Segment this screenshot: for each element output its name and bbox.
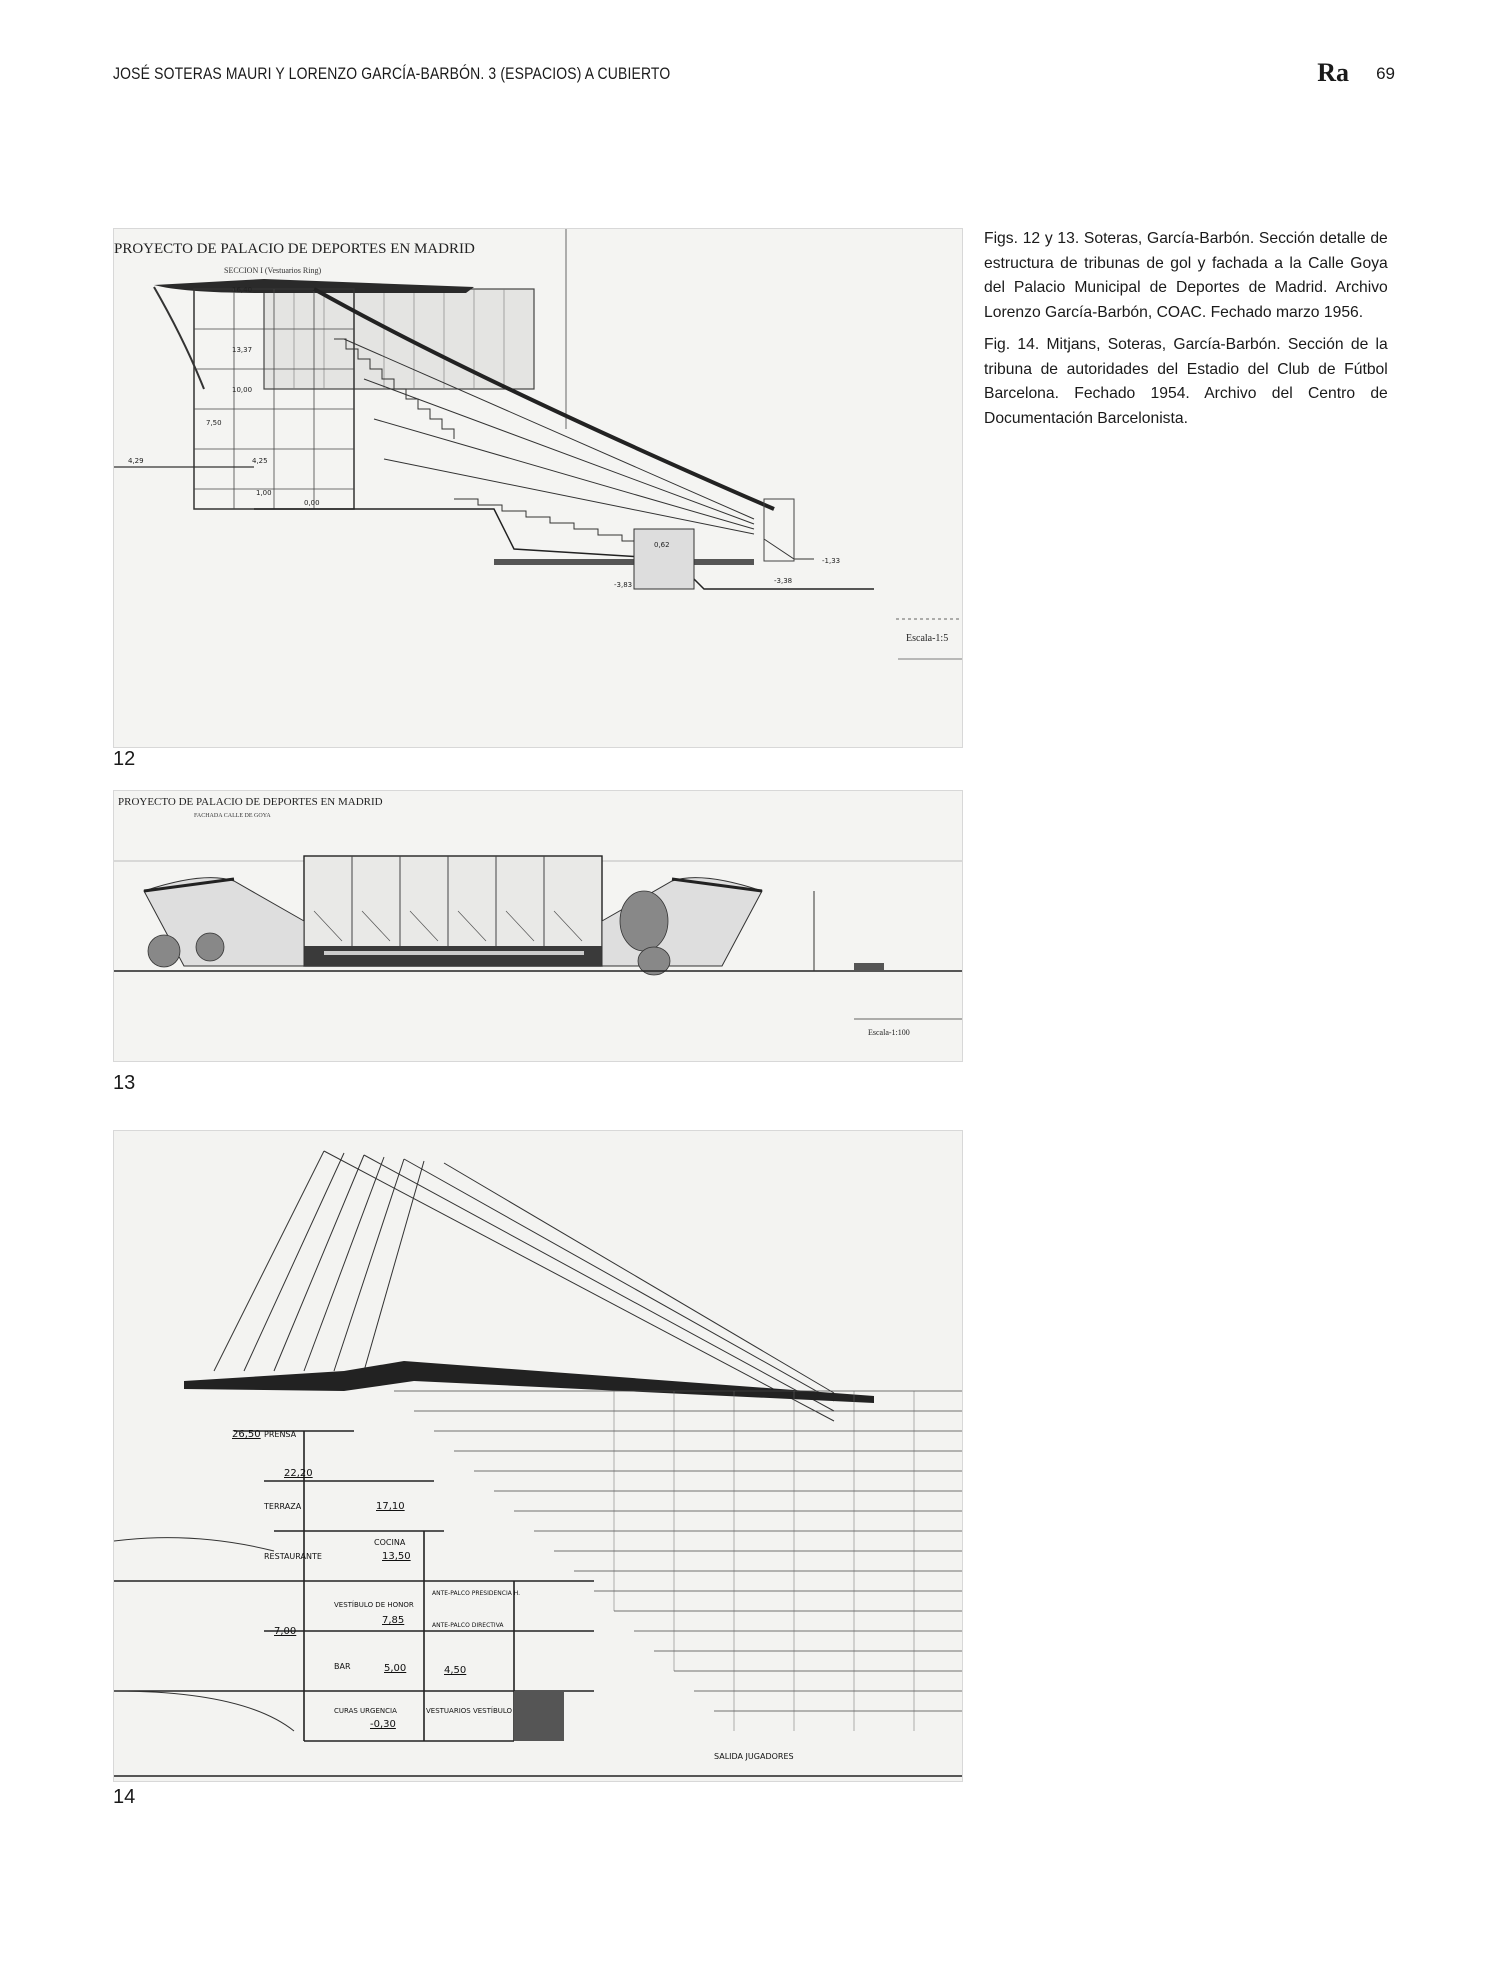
fig14-room-terraza: TERRAZA: [264, 1502, 302, 1511]
fig14-room-vestuarios-vestibulo: VESTUARIOS VESTÍBULO: [426, 1707, 513, 1715]
running-head: JOSÉ SOTERAS MAURI Y LORENZO GARCÍA-BARBÓN. 3 (ESPACIOS) A CUBIERTO: [113, 64, 671, 83]
fig14-room-restaurante: RESTAURANTE: [264, 1552, 322, 1561]
fig12-level: 0,00: [304, 499, 320, 507]
caption-fig-14: Fig. 14. Mitjans, Soteras, García-Barbón. Sección de la tribuna de autoridades del Estadio del Club de Fútbol Barcelona. Fechado 1954. Archivo del Centro de Documentación Barcelonista.: [984, 336, 1388, 427]
fig14-room-ante-palco-directiva: ANTE-PALCO DIRECTIVA: [432, 1622, 504, 1629]
fig12-level: 4,25: [252, 457, 268, 465]
fig12-level: 1,00: [256, 489, 272, 497]
fig13-drawing-title: PROYECTO DE PALACIO DE DEPORTES EN MADRID: [118, 796, 383, 808]
fig14-level: 13,50: [382, 1551, 411, 1562]
figure-14-tribune-section: [113, 1130, 963, 1782]
figure-captions: [984, 227, 1388, 439]
journal-logo: Ra: [1317, 58, 1349, 87]
fig14-room-vestibulo-honor: VESTÍBULO DE HONOR: [334, 1601, 414, 1609]
fig14-level: 26,50: [232, 1429, 261, 1440]
fig14-level: -0,30: [370, 1719, 396, 1730]
fig14-room-ante-palco-presidencia: ANTE-PALCO PRESIDENCIA H.: [432, 1590, 521, 1597]
figure-13-facade-drawing: [113, 790, 963, 1062]
fig12-level: 0,62: [654, 541, 670, 549]
fig14-level: 22,20: [284, 1468, 313, 1479]
fig12-level: 7,50: [206, 419, 222, 427]
fig14-level: 5,00: [384, 1663, 407, 1674]
figure-12-section-drawing: [113, 228, 963, 748]
fig12-level: 16,40: [232, 286, 253, 294]
fig13-drawing-subtitle: FACHADA CALLE DE GOYA: [194, 813, 271, 819]
fig12-level: -3,38: [774, 577, 793, 585]
fig14-level: 4,50: [444, 1665, 467, 1676]
fig14-room-prensa: PRENSA: [264, 1430, 297, 1439]
fig14-room-bar: BAR: [334, 1662, 351, 1671]
fig14-level: 7,00: [274, 1626, 297, 1637]
fig14-level: 7,85: [382, 1615, 405, 1626]
figure-14-number: 14: [113, 1786, 136, 1808]
fig12-level: 10,00: [232, 386, 253, 394]
fig14-room-cocina: COCINA: [374, 1538, 406, 1547]
fig14-room-salida-jugadores: SALIDA JUGADORES: [714, 1752, 794, 1761]
figure-13-number: 13: [113, 1072, 136, 1094]
fig12-drawing-title: PROYECTO DE PALACIO DE DEPORTES EN MADRID: [114, 241, 475, 257]
fig14-level: 17,10: [376, 1501, 405, 1512]
fig12-level: -3,83: [614, 581, 633, 589]
fig12-level: 13,37: [232, 346, 253, 354]
page-header: [113, 58, 1395, 88]
caption-figs-12-13: Figs. 12 y 13. Soteras, García-Barbón. Sección detalle de estructura de tribunas de gol y fachada a la Calle Goya del Palacio Municipal de Deportes de Madrid. Archivo Lorenzo García-Barbón, COAC. Fechado marzo 1956.: [984, 230, 1388, 321]
fig12-level: -1,33: [822, 557, 841, 565]
fig12-scale: Escala-1:5: [906, 633, 949, 644]
fig12-level: 4,29: [128, 457, 144, 465]
fig12-drawing-subtitle: SECCION I (Vestuarios Ring): [224, 266, 322, 275]
page-number: 69: [1376, 64, 1395, 83]
fig13-scale: Escala-1:100: [868, 1028, 910, 1037]
fig14-room-curas-urgencia: CURAS URGENCIA: [334, 1707, 397, 1715]
figure-12-number: 12: [113, 748, 136, 770]
